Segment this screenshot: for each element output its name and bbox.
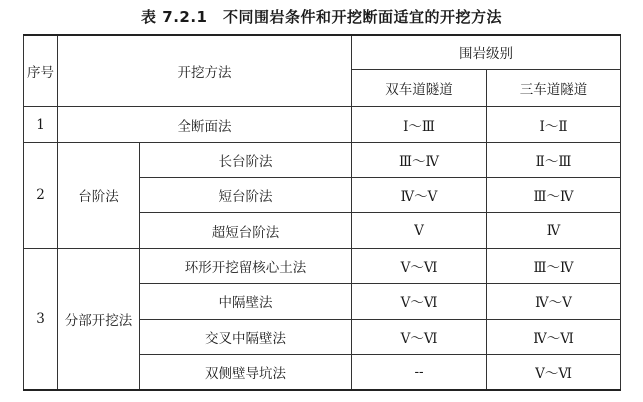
row-seq: 1: [24, 107, 58, 142]
table-row: [24, 107, 621, 142]
header-double-lane: 双车道隧道: [352, 69, 487, 106]
row-method: 环形开挖留核心土法: [140, 248, 352, 283]
row-double: Ⅴ～Ⅵ: [352, 284, 487, 319]
row-group: 分部开挖法: [58, 248, 140, 390]
row-double: Ⅳ～Ⅴ: [352, 178, 487, 213]
row-method: 超短台阶法: [140, 213, 352, 248]
row-group: 台阶法: [58, 142, 140, 248]
row-double: Ⅴ～Ⅵ: [352, 319, 487, 354]
row-double: Ⅰ～Ⅲ: [352, 107, 487, 142]
row-triple: Ⅳ: [487, 213, 621, 248]
row-method: 长台阶法: [140, 142, 352, 177]
row-triple: Ⅳ～Ⅴ: [487, 284, 621, 319]
row-double: Ⅴ: [352, 213, 487, 248]
row-double: Ⅴ～Ⅵ: [352, 248, 487, 283]
row-triple: Ⅱ～Ⅲ: [487, 142, 621, 177]
excavation-method-table: [23, 34, 621, 391]
row-triple: Ⅲ～Ⅳ: [487, 248, 621, 283]
row-method: 短台阶法: [140, 178, 352, 213]
row-method: 交叉中隔壁法: [140, 319, 352, 354]
row-triple: Ⅰ～Ⅱ: [487, 107, 621, 142]
header-row-1: [24, 35, 621, 69]
row-triple: Ⅲ～Ⅳ: [487, 178, 621, 213]
row-triple: Ⅳ～Ⅵ: [487, 319, 621, 354]
row-method: 双侧壁导坑法: [140, 355, 352, 390]
row-seq: 3: [24, 248, 58, 390]
row-method: 全断面法: [58, 107, 352, 142]
header-triple-lane: 三车道隧道: [487, 69, 621, 106]
header-seq: 序号: [24, 35, 58, 107]
row-method: 中隔壁法: [140, 284, 352, 319]
row-triple: Ⅴ～Ⅵ: [487, 355, 621, 390]
table-row: [24, 142, 621, 177]
row-double: Ⅲ～Ⅳ: [352, 142, 487, 177]
table-title: 表 7.2.1 不同围岩条件和开挖断面适宜的开挖方法: [141, 8, 502, 26]
row-seq: 2: [24, 142, 58, 248]
table-row: [24, 248, 621, 283]
row-double: --: [352, 355, 487, 390]
header-grade: 围岩级别: [352, 35, 621, 69]
header-method: 开挖方法: [58, 35, 352, 107]
